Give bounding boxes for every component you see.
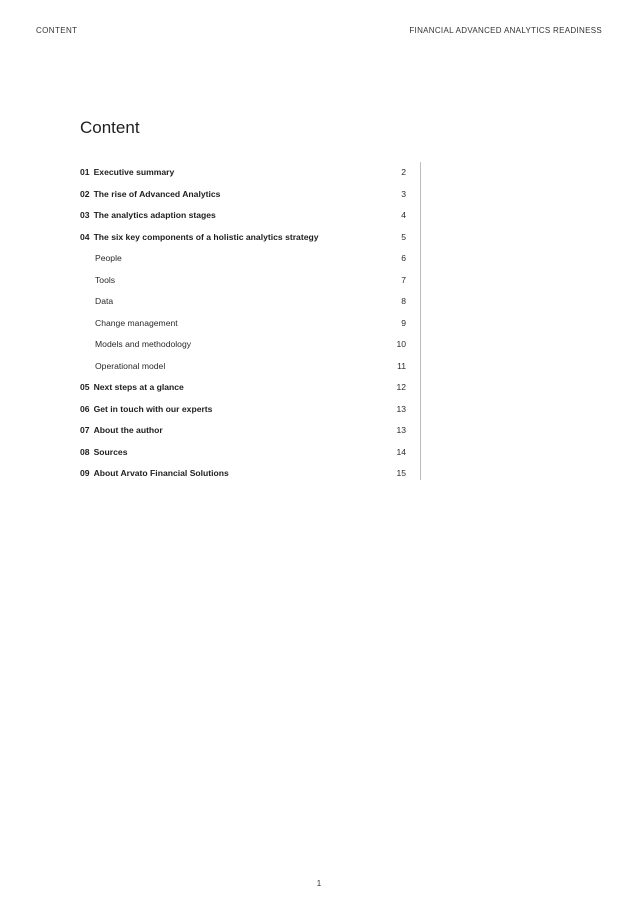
toc-page-number: 9 [401,317,406,328]
toc-entry[interactable] [80,442,420,464]
toc-entry-number: 04 [80,231,90,242]
toc-subentry[interactable] [80,248,420,270]
toc-page-number: 8 [401,296,406,306]
toc-entry[interactable] [80,227,420,249]
toc-entry-number: 02 [80,188,90,199]
toc-page-number: 5 [401,231,406,242]
toc-entry-label: Get in touch with our experts [93,403,213,414]
toc-entry-label: The six key components of a holistic analytics strategy [93,231,319,242]
toc-entry[interactable] [80,463,420,485]
toc-subentry[interactable] [80,270,420,292]
toc-page-number: 2 [401,167,406,177]
toc-entry-number: 06 [80,403,90,414]
toc-entry-number: 08 [80,446,90,457]
toc-subentry-label: Tools [95,274,116,285]
toc-entry-label: The rise of Advanced Analytics [93,188,221,199]
toc-page-number: 13 [396,403,406,414]
toc-subentry-label: Operational model [95,360,166,371]
toc-entry-number: 05 [80,382,90,392]
toc-page-number: 14 [396,446,406,457]
toc-entry[interactable] [80,377,420,399]
toc-subentry-label: Models and methodology [95,339,192,349]
toc-entry-label: About Arvato Financial Solutions [93,468,229,478]
toc-entry-number: 03 [80,210,90,220]
toc-page-number: 12 [396,382,406,392]
toc-page-number: 3 [401,188,406,199]
toc-entry[interactable] [80,399,420,421]
toc-entry[interactable] [80,162,420,184]
toc-subentry-label: Change management [95,317,178,328]
toc-page-number: 6 [401,253,406,263]
toc-page-number: 10 [396,339,406,349]
running-header-document-title: FINANCIAL ADVANCED ANALYTICS READINESS [409,26,602,35]
toc-entry-label: Executive summary [93,167,175,177]
toc-page-number: 11 [397,360,406,371]
toc-entry[interactable] [80,420,420,442]
toc-entry-number: 09 [80,468,90,478]
toc-entry-label: Sources [93,446,128,457]
toc-entry-number: 07 [80,425,90,435]
table-of-contents [80,162,421,480]
toc-entry-label: The analytics adaption stages [93,210,216,220]
page-title: Content [80,118,140,137]
toc-entry[interactable] [80,205,420,227]
toc-subentry-label: People [95,253,122,263]
toc-subentry[interactable] [80,291,420,313]
toc-subentry[interactable] [80,334,420,356]
toc-page-number: 4 [401,210,406,220]
toc-entry-number: 01 [80,167,90,177]
running-header-section: CONTENT [36,26,78,35]
toc-subentry[interactable] [80,356,420,378]
page-number: 1 [316,879,322,888]
toc-entry[interactable] [80,184,420,206]
toc-entry-label: Next steps at a glance [93,382,184,392]
toc-page-number: 15 [396,468,406,478]
toc-subentry-label: Data [95,296,114,306]
toc-entry-label: About the author [93,425,163,435]
toc-page-number: 13 [396,425,406,435]
toc-page-number: 7 [401,274,406,285]
toc-subentry[interactable] [80,313,420,335]
